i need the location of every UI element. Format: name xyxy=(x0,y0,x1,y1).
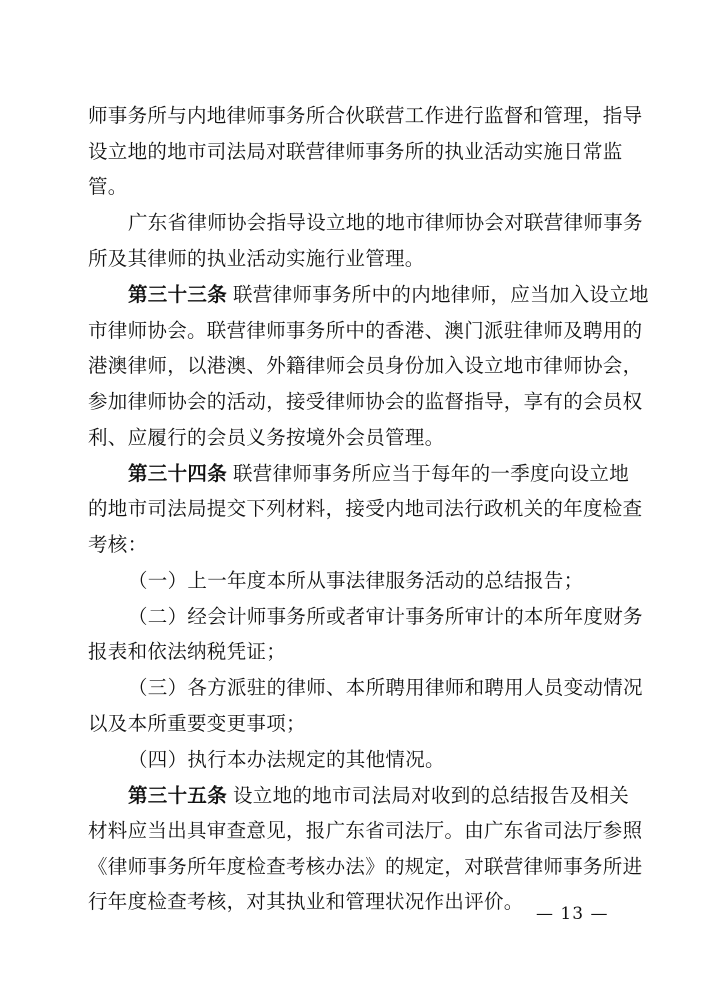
text-line: 设立地的地市司法局对联营律师事务所的执业活动实施日常监 xyxy=(88,140,623,163)
article-34 xyxy=(0,460,707,488)
list-item: （二）经会计师事务所或者审计事务所审计的本所年度财务 xyxy=(128,605,643,628)
article-text: 设立地的地市司法局对收到的总结报告及相关 xyxy=(233,784,630,807)
article-heading: 第三十三条 xyxy=(128,283,228,306)
text-line: 参加律师协会的活动，接受律师协会的监督指导，享有的会员权 xyxy=(88,390,643,413)
text-line: 利、应履行的会员义务按境外会员管理。 xyxy=(88,426,445,449)
list-item: （四）执行本办法规定的其他情况。 xyxy=(128,748,445,771)
text-line: 考核： xyxy=(88,533,148,556)
article-33 xyxy=(0,281,707,309)
text-line: 报表和依法纳税凭证； xyxy=(88,640,287,663)
text-line: 的地市司法局提交下列材料，接受内地司法行政机关的年度检查 xyxy=(88,497,643,520)
text-line: 以及本所重要变更事项； xyxy=(88,712,306,735)
text-line: 材料应当出具审查意见，报广东省司法厅。由广东省司法厅参照 xyxy=(88,819,643,842)
page-number: — 13 — xyxy=(536,904,609,924)
text-line: 《律师事务所年度检查考核办法》的规定，对联营律师事务所进 xyxy=(88,855,643,878)
text-line: 师事务所与内地律师事务所合伙联营工作进行监督和管理，指导 xyxy=(88,104,643,127)
text-line: 行年度检查考核，对其执业和管理状况作出评价。 xyxy=(88,890,524,913)
article-heading: 第三十五条 xyxy=(128,784,228,807)
article-35 xyxy=(0,782,707,810)
list-item: （三）各方派驻的律师、本所聘用律师和聘用人员变动情况 xyxy=(128,676,643,699)
text-line: 港澳律师，以港澳、外籍律师会员身份加入设立地市律师协会， xyxy=(88,354,643,377)
paragraph-first-line: 广东省律师协会指导设立地的地市律师协会对联营律师事务 xyxy=(128,211,643,234)
article-text: 联营律师事务所应当于每年的一季度向设立地 xyxy=(233,462,630,485)
list-item: （一）上一年度本所从事法律服务活动的总结报告； xyxy=(128,569,584,592)
text-line: 管。 xyxy=(88,175,128,198)
article-heading: 第三十四条 xyxy=(128,462,228,485)
text-line: 所及其律师的执业活动实施行业管理。 xyxy=(88,247,425,270)
article-text: 联营律师事务所中的内地律师，应当加入设立地 xyxy=(233,283,649,306)
text-line: 市律师协会。联营律师事务所中的香港、澳门派驻律师及聘用的 xyxy=(88,319,643,342)
